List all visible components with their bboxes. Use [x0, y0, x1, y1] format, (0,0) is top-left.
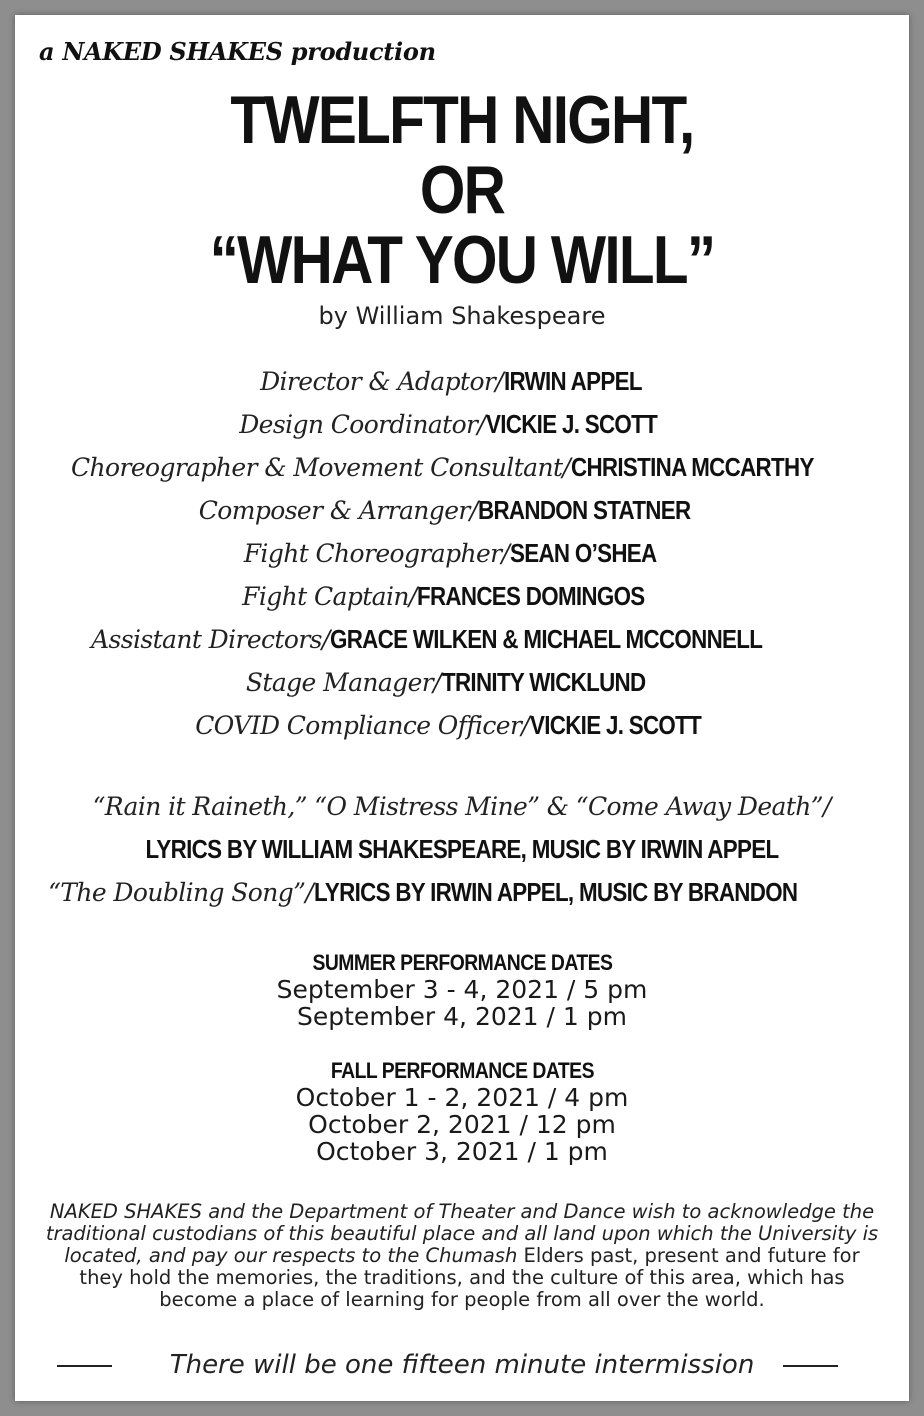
fall-dates [15, 1058, 909, 1165]
credit-name: SEAN O’SHEA [509, 538, 657, 568]
land-acknowledgement [41, 1201, 883, 1311]
credit-name: FRANCES DOMINGOS [417, 581, 645, 611]
credit-name: CHRISTINA MCCARTHY [570, 452, 814, 482]
song-credit: LYRICS BY WILLIAM SHAKESPEARE, MUSIC BY IRWIN APPEL [145, 834, 779, 864]
right-rule [783, 1365, 838, 1367]
credit-row [15, 532, 909, 575]
credit-role: Choreographer & Movement Consultant [70, 453, 563, 482]
credit-role: Fight Choreographer [243, 539, 502, 568]
doubling-song-line [15, 871, 909, 914]
credit-name: GRACE WILKEN & MICHAEL MCCONNELL [330, 624, 763, 654]
doubling-song-credit: LYRICS BY IRWIN APPEL, MUSIC BY BRANDON [313, 877, 798, 907]
credit-separator: / [562, 453, 571, 482]
title-line-3: “WHAT YOU WILL” [209, 222, 715, 298]
credit-row [15, 704, 909, 747]
credit-role: COVID Compliance Officer [195, 711, 522, 740]
acknowledgement-regular: Elders past, present and future for they hold the memories, the traditions, and the culture of this area, which has become a place of learning for people from all over the world. [79, 1244, 860, 1311]
summer-date: September 3 - 4, 2021 / 5 pm [276, 975, 648, 1004]
fall-date: October 1 - 2, 2021 / 4 pm [295, 1083, 629, 1112]
credits-list [15, 360, 909, 747]
summer-dates [15, 950, 909, 1030]
fall-dates-heading: FALL PERFORMANCE DATES [330, 1058, 594, 1083]
credit-separator: / [495, 367, 504, 396]
credit-separator: / [521, 711, 530, 740]
fall-date: October 2, 2021 / 12 pm [308, 1110, 616, 1139]
song-separator: / [305, 878, 314, 907]
credit-row [15, 489, 909, 532]
song-separator: / [822, 792, 832, 821]
credit-row [15, 618, 909, 661]
credit-row [15, 360, 909, 403]
kicker-prefix: a [39, 37, 55, 66]
credit-name: BRANDON STATNER [478, 495, 691, 525]
credit-role: Stage Manager [245, 668, 434, 697]
credit-name: TRINITY WICKLUND [441, 667, 646, 697]
credit-separator: / [477, 410, 486, 439]
credit-separator: / [501, 539, 510, 568]
fall-date: October 3, 2021 / 1 pm [316, 1137, 608, 1166]
song-titles-line [15, 785, 909, 828]
credit-role: Design Coordinator [239, 410, 478, 439]
credit-role: Fight Captain [242, 582, 409, 611]
acknowledgement-italic: NAKED SHAKES and the Department of Theater and Dance wish to acknowledge the traditional custodians of this beautiful place and all land upon which the University is located, and pay our respects to the Chumash [45, 1200, 879, 1267]
credit-name: VICKIE J. SCOTT [485, 409, 657, 439]
credit-role: Director & Adaptor [260, 367, 496, 396]
credit-separator: / [408, 582, 418, 611]
production-kicker [39, 37, 436, 66]
play-title [78, 82, 847, 298]
song-credits [15, 785, 909, 914]
doubling-song-title: “The Doubling Song” [48, 878, 306, 907]
program-page [15, 15, 909, 1401]
intermission-note: There will be one fifteen minute intermission [169, 1350, 755, 1380]
summer-date: September 4, 2021 / 1 pm [297, 1002, 627, 1031]
credit-role: Assistant Directors [91, 625, 322, 654]
credit-row [15, 661, 909, 704]
credit-separator: / [433, 668, 442, 697]
credit-row [15, 575, 909, 618]
kicker-brand: NAKED SHAKES [62, 37, 283, 66]
song-titles: “Rain it Raineth,” “O Mistress Mine” & “Come Away Death” [92, 792, 823, 821]
credit-row [15, 446, 909, 489]
credit-name: VICKIE J. SCOTT [529, 710, 701, 740]
song-credit-line [15, 828, 909, 871]
intermission-footer [15, 1348, 909, 1388]
credit-row [15, 403, 909, 446]
title-line-2: OR [419, 152, 505, 228]
credit-name: IRWIN APPEL [503, 366, 642, 396]
credit-separator: / [321, 625, 331, 654]
author-line: by William Shakespeare [318, 302, 606, 330]
credit-role: Composer & Arranger [198, 496, 470, 525]
credit-separator: / [469, 496, 479, 525]
summer-dates-heading: SUMMER PERFORMANCE DATES [312, 950, 612, 975]
kicker-suffix: production [290, 37, 436, 66]
title-line-1: TWELFTH NIGHT, [230, 82, 694, 158]
